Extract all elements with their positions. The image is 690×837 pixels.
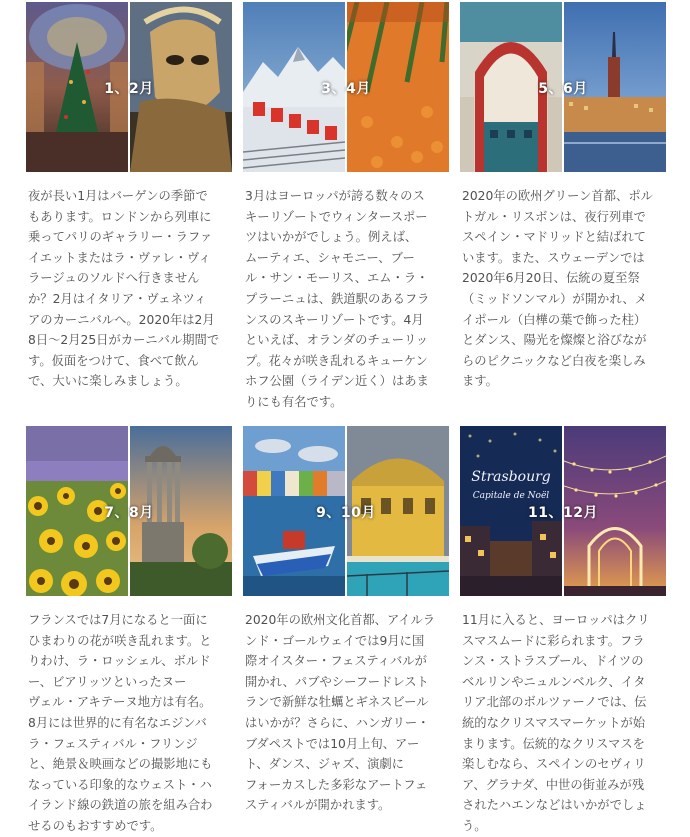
- season-description: 2020年の欧州文化首都、アイルラ ンド・ゴールウェイでは9月に国 際オイスター・フェスティバルが 開かれ、パブやシーフードレスト ランで新鮮な牡蠣とギネスビール はいかが？さらに、ハンガリー・ ブダペストでは10月上旬、アー ト、ダンス、ジャズ、演劇に フォーカスした多彩なアートフェ スティバルが開かれます。: [245, 613, 436, 813]
- season-card-sep-oct: [243, 426, 449, 816]
- svg-text:Strasbourg: Strasbourg: [471, 469, 551, 485]
- svg-text:Capitale de Noël: Capitale de Noël: [472, 491, 550, 501]
- season-description: 夜が長い1月はバーゲンの季節で もあります。ロンドンから列車に 乗ってパリのギャラリー・ラファ イエットまたはラ・ヴァレ・ヴィ ラージュのソルドへ行きません か？2月はイタリア・ヴェネツィ アのカーニバルへ。2020年は2月 8日〜2月25日がカーニバル期間で す。仮面をつけて、食べて飲ん で、大いに楽しみましょう。: [28, 189, 220, 389]
- season-months-label: 11、12月: [528, 505, 598, 521]
- season-image-pair: [26, 426, 232, 596]
- season-image-pair: [26, 2, 232, 172]
- season-description: 3月はヨーロッパが誇る数々のス キーリゾートでウィンタースポー ツはいかがでしょう。例えば、 ムーティエ、シャモニー、ブー ル・サン・モーリス、エム・ラ・ プラーニュは、鉄道駅のあるフラ ンスのスキーリゾートです。4月 といえば、オランダのチューリッ プ。花々が咲き乱れるキューケン ホフ公園（ライデン近く）はあま りにも有名です。: [245, 189, 430, 409]
- season-months-label: 5、6月: [538, 81, 588, 97]
- season-months-label: 9、10月: [316, 505, 376, 521]
- season-card-jan-feb: [26, 2, 232, 392]
- season-description: 11月に入ると、ヨーロッパはクリ スマスムードに彩られます。フラ ンス・ストラスブール、ドイツの ベルリンやニュルンベルク、イタ リア北部のボルツァーノでは、伝 統的なクリスマスマーケットが始 まります。伝統的なクリスマスを 楽しむなら、スペインのセヴィリ ア、グラナダ、中世の街並みが残 されたハエンなどはいかがでしょ う。: [462, 613, 650, 833]
- season-description: フランスでは7月になると一面に ひまわりの花が咲き乱れます。と りわけ、ラ・ロッシェル、ボルド ー、ビアリッツといったヌー ヴェル・アキテーヌ地方は有名。 8月には世界的に有名なエジンバ ラ・フェスティバル・フリンジ と、絶景＆映画などの撮影地にも なっている印象的なウェスト・ハ イランド線の鉄道の旅を組み合わ せるのもおすすめです。: [28, 613, 213, 833]
- season-months-label: 1、2月: [104, 81, 154, 97]
- season-image-pair: [243, 426, 449, 596]
- season-months-label: 7、8月: [104, 505, 154, 521]
- season-image-pair: [460, 426, 666, 596]
- season-months-label: 3、4月: [321, 81, 371, 97]
- season-description: 2020年の欧州グリーン首都、ポル トガル・リスボンは、夜行列車で スペイン・マドリッドと結ばれて います。また、スウェーデンでは 2020年6月20日、伝統の夏至祭 （ミッドソンマル）が開かれ、メ イポール（白樺の葉で飾った柱） とダンス、陽光を燦燦と浴びなが らのピクニックなど白夜を楽しみ ます。: [462, 189, 653, 389]
- season-card-jul-aug: [26, 426, 232, 837]
- season-card-nov-dec: [460, 426, 666, 837]
- season-card-mar-apr: [243, 2, 449, 413]
- season-image-pair: [460, 2, 666, 172]
- season-image-pair: [243, 2, 449, 172]
- season-card-may-jun: [460, 2, 666, 392]
